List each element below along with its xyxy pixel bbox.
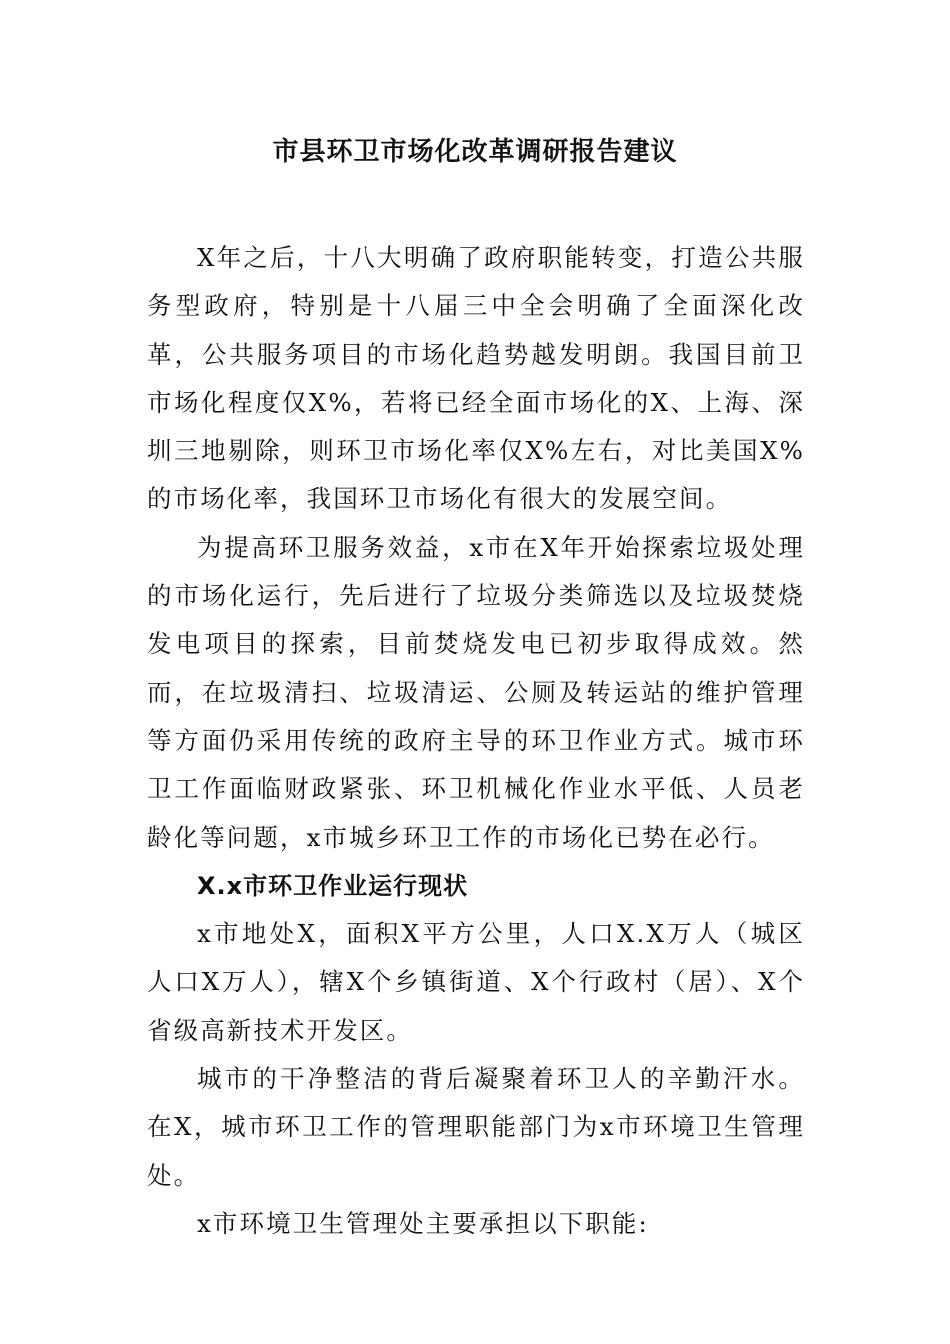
paragraph-background: 为提高环卫服务效益，x市在X年开始探索垃圾处理的市场化运行，先后进行了垃圾分类筛选以及垃圾焚烧发电项目的探索，目前焚烧发电已初步取得成效。然而，在垃圾清扫、垃圾清运、公厕及转运站的维护管理等方面仍采用传统的政府主导的环卫作业方式。城市环卫工作面临财政紧张、环卫机械化作业水平低、人员老龄化等问题，x市城乡环卫工作的市场化已势在必行。	[147, 532, 805, 852]
document-title: 市县环卫市场化改革调研报告建议	[272, 137, 678, 167]
section-heading: X.x市环卫作业运行现状	[197, 871, 469, 900]
paragraph-functions-intro: x市环境卫生管理处主要承担以下职能:	[197, 1208, 649, 1238]
paragraph-management: 城市的干净整洁的背后凝聚着环卫人的辛勤汗水。在X，城市环卫工作的管理职能部门为x市环境卫生管理处。	[147, 1064, 805, 1190]
paragraph-intro: X年之后，十八大明确了政府职能转变，打造公共服务型政府，特别是十八届三中全会明确了全面深化改革，公共服务项目的市场化趋势越发明朗。我国目前卫市场化程度仅X%，若将已经全面市场化的X、上海、深圳三地剔除，则环卫市场化率仅X%左右，对比美国X%的市场化率，我国环卫市场化有很大的发展空间。	[147, 243, 805, 514]
document-body	[147, 234, 805, 1248]
paragraph-location: x市地处X，面积X平方公里，人口X.X万人（城区人口X万人），辖X个乡镇街道、X个行政村（居）、X个省级高新技术开发区。	[147, 919, 805, 1045]
